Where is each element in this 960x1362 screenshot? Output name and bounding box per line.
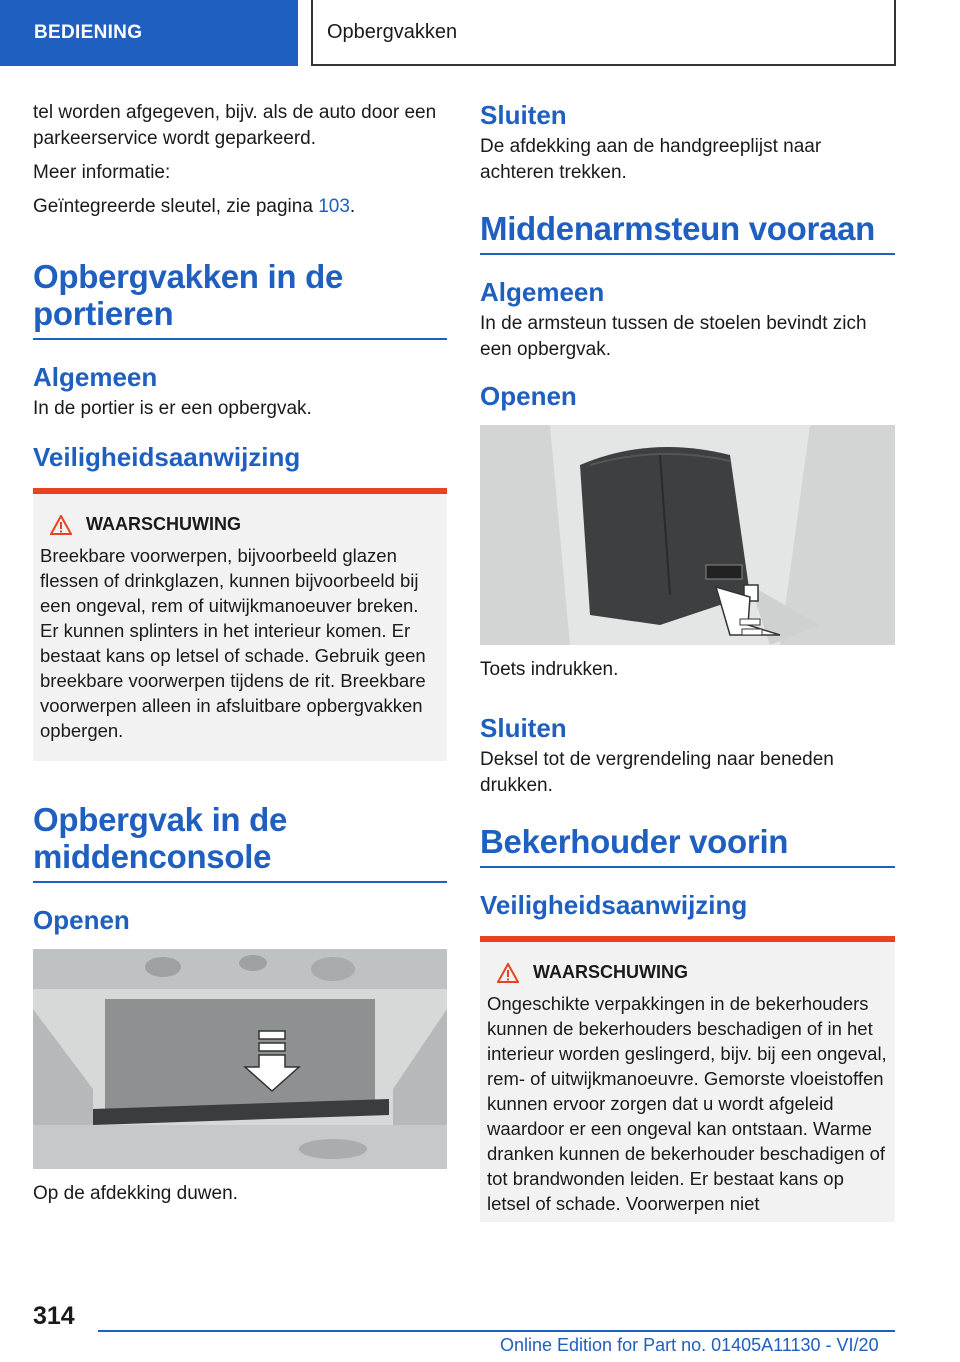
heading-center-console: Opbergvak in de middenconsole (33, 801, 447, 883)
heading-armrest: Middenarmsteun vooraan (480, 210, 895, 255)
general-text: In de portier is er een opbergvak. (33, 398, 312, 419)
heading-general-armrest: Algemeen (480, 277, 605, 307)
more-info-label: Meer informatie: (33, 162, 171, 183)
heading-open: Openen (33, 905, 130, 935)
warning-title: WAARSCHUWING (86, 514, 241, 534)
caption-press-button: Toets indrukken. (480, 659, 619, 680)
caption-open: Op de afdekking duwen. (33, 1183, 238, 1204)
cross-reference-end: . (349, 196, 356, 217)
chapter-tab (311, 0, 896, 66)
center-console-image (33, 949, 447, 1169)
heading-cupholder: Bekerhouder voorin (480, 823, 895, 868)
heading-safety: Veiligheidsaanwijzing (33, 442, 301, 472)
heading-general: Algemeen (33, 362, 158, 392)
close-armrest-text: Deksel tot de vergrendeling naar beneden drukken. (480, 749, 834, 796)
warning-text: Breekbare voorwerpen, bijvoorbeeld glazen flessen of drinkglazen, kunnen bijvoorbeeld bij een ongeval, rem of uitwijkmanoeuver breken. Er kunnen splinters in het interieur komen. Er bestaat kans op letsel of schade. Gebruik geen breekbare voorwerpen tijdens de rit. Breekbare voorwerpen alleen in afsluitbare opbergvakken opbergen. (40, 545, 426, 741)
heading-close-armrest: Sluiten (480, 713, 567, 743)
right-column (480, 100, 895, 1222)
heading-safety-cupholder: Veiligheidsaanwijzing (480, 890, 748, 920)
section-title: BEDIENING (34, 22, 143, 43)
cupholder-warning-box (480, 936, 895, 1222)
warning-header (40, 514, 439, 535)
heading-door-compartments: Opbergvakken in de portieren (33, 258, 447, 340)
chapter-title: Opbergvakken (327, 20, 458, 43)
heading-close: Sluiten (480, 100, 567, 130)
left-column (33, 100, 447, 1215)
armrest-general-text: In de armsteun tussen de stoelen bevindt zich een opbergvak. (480, 313, 867, 360)
warning-box (33, 488, 447, 761)
section-tab (0, 0, 298, 66)
armrest-illustration (480, 425, 895, 645)
cupholder-warning-header (487, 962, 887, 983)
center-console-illustration (33, 949, 447, 1169)
cross-reference-text: Geïntegreerde sleutel, zie pagina (33, 196, 319, 217)
intro-paragraph: tel worden afgegeven, bijv. als de auto door een parkeerservice wordt geparkeerd. (33, 102, 437, 149)
page-number: 314 (33, 1302, 75, 1330)
page-link[interactable]: 103 (318, 196, 350, 217)
cross-reference (33, 194, 447, 220)
cupholder-warning-title: WAARSCHUWING (533, 962, 688, 982)
warning-triangle-icon (497, 963, 519, 983)
warning-triangle-icon (50, 515, 72, 535)
cupholder-warning-text: Ongeschikte verpakkingen in de bekerhouders kunnen de bekerhouders beschadigen of in het interieur worden geslingerd, bijv. bij een ongeval, rem- of uitwijkmanoeuvre. Gemorste vloeistoffen kunnen ervoor zorgen dat u wordt afgeleid waardoor er een ongeval kan ontstaan. Warme dranken kunnen de bekerhouder beschadigen of tot brandwonden leiden. Er bestaat kans op letsel of schade. Voorwerpen niet (487, 993, 887, 1214)
footer-divider (98, 1330, 895, 1332)
edition-info: Online Edition for Part no. 01405A11130 - VI/20 (500, 1335, 879, 1355)
close-text: De afdekking aan de handgreeplijst naar achteren trekken. (480, 136, 822, 183)
armrest-image (480, 425, 895, 645)
heading-open-armrest: Openen (480, 381, 577, 411)
